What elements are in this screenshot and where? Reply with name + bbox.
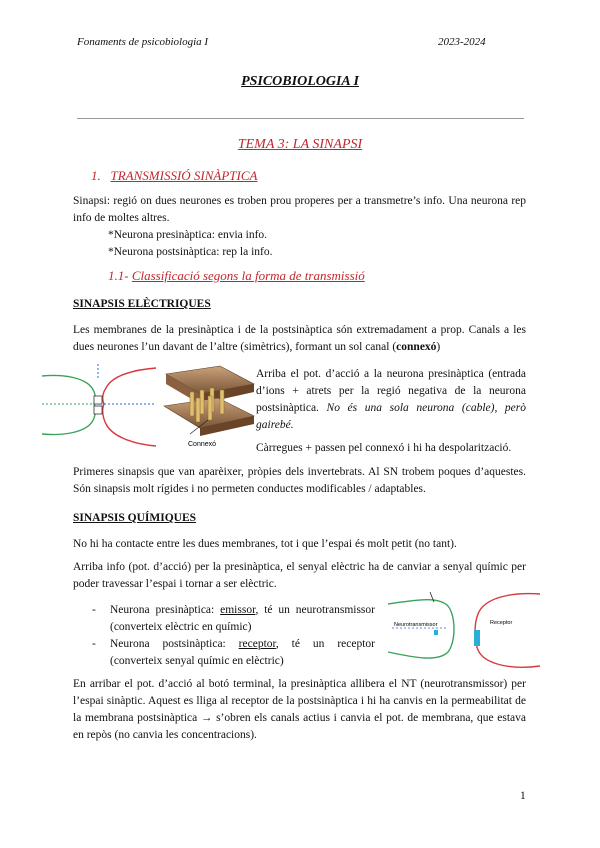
connexon-label: Connexó xyxy=(188,441,217,448)
postsynaptic-membrane xyxy=(103,368,156,446)
neuron-roles-list xyxy=(92,602,375,670)
subsection-heading xyxy=(108,268,365,284)
nt-vesicle xyxy=(434,630,438,635)
electric-p1-text: Les membranes de la presinàptica i de la postsinàptica són extremadament a prop. Canals a les dues neurones l’un davant de l’altre (simètrics), formant un sol canal ( xyxy=(73,324,526,353)
receptor-label: Receptor xyxy=(490,620,513,626)
electric-p3: Càrregues + passen pel connexó i hi ha despolarització. xyxy=(256,442,512,454)
tema-heading: TEMA 3: LA SINAPSI xyxy=(237,137,363,152)
chemical-synapse-diagram xyxy=(386,590,542,670)
li2-rest: , té un receptor (converteix senyal químic en elèctric) xyxy=(110,638,375,667)
page-number: 1 xyxy=(520,790,526,802)
electric-p2-italic: No és una sola neurona (cable), però gairebé. xyxy=(256,402,527,431)
post-definition: *Neurona postsinàptica: rep la info. xyxy=(108,246,273,258)
li2-text: Neurona postsinàptica: xyxy=(110,638,239,650)
presynaptic-terminal xyxy=(388,600,454,658)
list-item-postsynaptic: - Neurona postsinàptica: receptor, té un receptor (converteix senyal químic en elèctric) xyxy=(92,638,375,667)
chemical-p1: No hi ha contacte entre les dues membranes, tot i que l’espai és molt petit (no tant). xyxy=(73,538,457,550)
list-item-presynaptic: - Neurona presinàptica: emissor, té un neurotransmissor (converteix elèctric en químic) xyxy=(92,604,375,633)
header-year: 2023-2024 xyxy=(438,36,486,48)
postsynaptic-membrane-chem xyxy=(475,594,540,668)
electric-p2-text: Arriba el pot. d’acció a la neurona presinàptica (entrada d’ions + atrets per la regió negativa de la neurona postsinàptica. xyxy=(256,368,526,414)
li1-rest: , té un neurotransmissor (converteix elèctric en químic) xyxy=(110,604,375,633)
electric-heading: SINAPSIS ELÈCTRIQUES xyxy=(73,298,211,310)
connexo-term: connexó xyxy=(396,341,437,353)
electric-synapse-diagram xyxy=(40,360,158,452)
connexon-lower xyxy=(94,406,102,414)
electric-p1-end: ) xyxy=(436,341,441,353)
receptor-shape xyxy=(474,630,480,646)
intro-paragraph: Sinapsi: regió on dues neurones es troben prou properes per a transmetre’s info. Una neurona rep info de moltes altres. xyxy=(73,195,526,224)
nt-label: Neurotransmissor xyxy=(394,622,438,628)
header-course: Fonaments de psicobiologia I xyxy=(77,36,209,48)
chemical-heading: SINAPSIS QUÍMIQUES xyxy=(73,512,197,524)
electric-p2 xyxy=(256,366,526,434)
connexon-illustration xyxy=(160,362,256,450)
presynaptic-membrane xyxy=(42,376,95,435)
section1-heading xyxy=(91,168,257,184)
electric-p1 xyxy=(73,322,526,356)
electric-p4: Primeres sinapsis que van aparèixer, pròpies dels invertebrats. Al SN trobem poques d’aquestes. Són sinapsis molt rígides i no permeten conductes modificables / adaptables. xyxy=(73,466,526,495)
section1-title: TRANSMISSIÓ SINÀPTICA xyxy=(110,168,258,183)
pre-definition: *Neurona presinàptica: envia info. xyxy=(108,229,268,241)
emissor-term: emissor xyxy=(220,604,256,616)
divider xyxy=(77,118,524,119)
li1-text: Neurona presinàptica: xyxy=(110,604,221,616)
connexon-upper xyxy=(94,396,102,404)
chemical-p2: Arriba info (pot. d’acció) per la presinàptica, el senyal elèctric ha de canviar a senyal químic per poder travessar l’espai i tornar a ser elèctric. xyxy=(73,561,526,590)
page-title: PSICOBIOLOGIA I xyxy=(241,74,359,89)
section1-number: 1. xyxy=(91,168,101,183)
subsection-number: 1.1- xyxy=(108,268,129,283)
subsection-title: Classificació segons la forma de transmissió xyxy=(131,268,365,283)
receptor-term: receptor xyxy=(238,638,276,650)
chemical-p3: En arribar el pot. d’acció al botó terminal, la presinàptica allibera el NT (neurotransmissor) per l’espai sinàptic. Aquest es lliga al receptor de la postsinàptica i hi ha canvis en la permeabilitat de la membrana postsinàptica → s’obren els canals actius i canvia el pot. de membrana, que estava en repòs (no canvia les concentracions). xyxy=(73,678,526,741)
